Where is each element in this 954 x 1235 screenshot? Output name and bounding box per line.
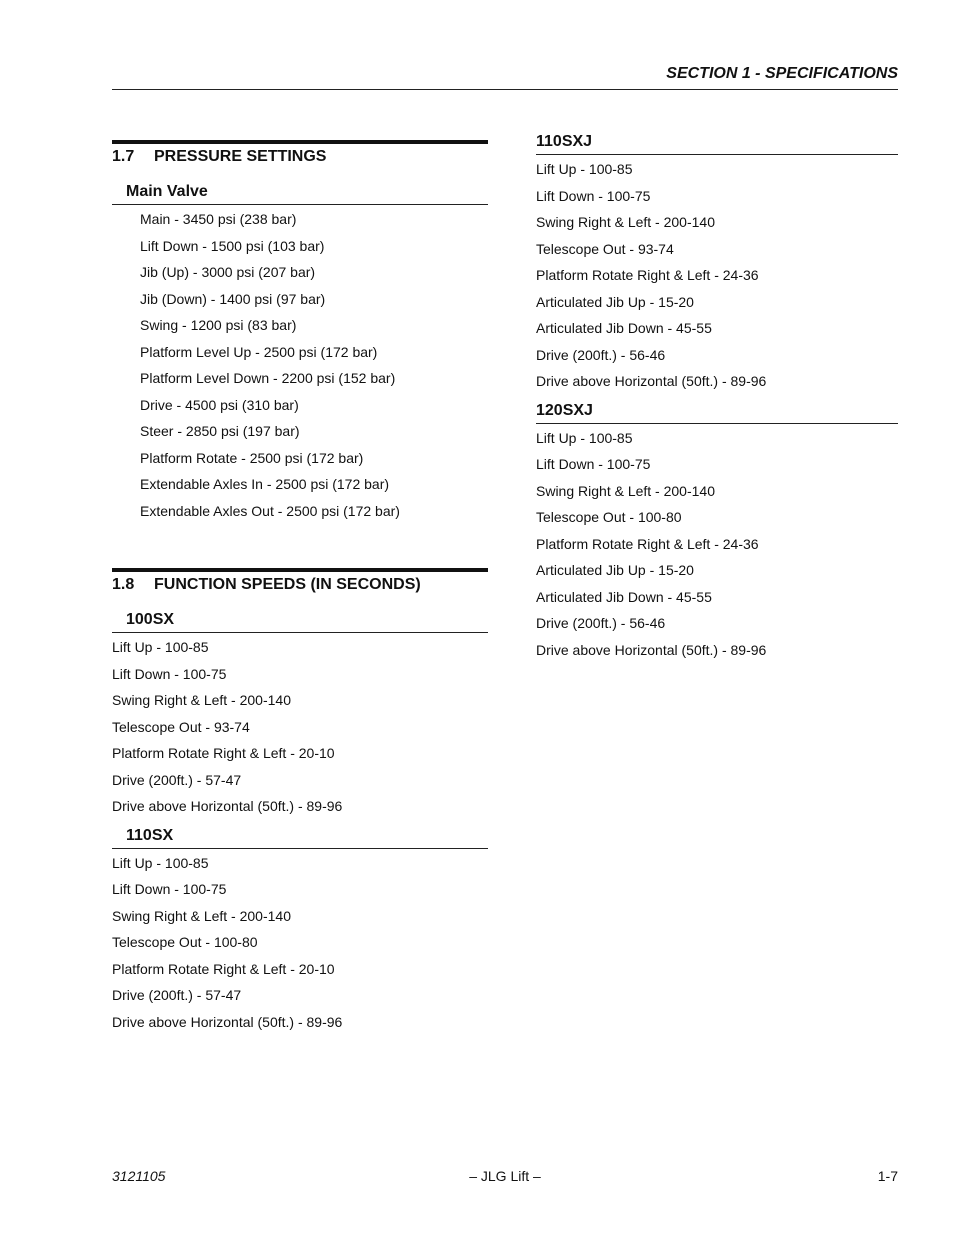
list-item: Extendable Axles Out - 2500 psi (172 bar) — [140, 502, 400, 519]
list-item: Lift Down - 100-75 — [536, 456, 651, 472]
list-item: Jib (Up) - 3000 psi (207 bar) — [140, 264, 316, 280]
subsection-title-110sxj — [536, 132, 898, 155]
list-item: Platform Rotate Right & Left - 20-10 — [112, 960, 335, 977]
list-item: Platform Level Up - 2500 psi (172 bar) — [140, 343, 378, 360]
list-item: Lift Up - 100-85 — [112, 639, 209, 655]
list-item: Platform Rotate Right & Left - 24-36 — [536, 267, 759, 283]
list-item: Lift Up - 100-85 — [536, 161, 633, 177]
section-title-pressure-settings — [112, 140, 488, 172]
list-item: Steer - 2850 psi (197 bar) — [140, 423, 300, 439]
list-item: Lift Down - 1500 psi (103 bar) — [140, 237, 325, 254]
page-footer — [112, 1168, 898, 1188]
section-number: 1.8 — [112, 576, 135, 593]
subsection-title-100sx — [112, 610, 488, 633]
list-item: Telescope Out - 93-74 — [536, 240, 674, 257]
subsection-title-120sxj — [536, 401, 898, 424]
list-item: Platform Rotate - 2500 psi (172 bar) — [140, 449, 364, 466]
main-valve-list — [112, 206, 488, 524]
subsection-title-text: 120SXJ — [536, 401, 593, 419]
list-item: Drive above Horizontal (50ft.) - 89-96 — [112, 1013, 343, 1030]
list-item: Drive (200ft.) - 57-47 — [112, 987, 242, 1003]
subsection-title-text: 110SX — [126, 826, 174, 844]
subsection-title-110sx — [112, 826, 488, 849]
section-header-title: SECTION 1 - SPECIFICATIONS — [666, 65, 898, 82]
list-item: Drive (200ft.) - 57-47 — [112, 771, 242, 788]
right-column — [536, 132, 898, 663]
list-item: Platform Level Down - 2200 psi (152 bar) — [140, 370, 396, 386]
list-item: Articulated Jib Up - 15-20 — [536, 562, 694, 578]
list-item: Drive (200ft.) - 56-46 — [536, 615, 666, 631]
list-item: Articulated Jib Up - 15-20 — [536, 293, 694, 310]
list-item: Lift Down - 100-75 — [536, 187, 651, 204]
subsection-title-text: Main Valve — [126, 183, 208, 200]
list-item: Lift Down - 100-75 — [112, 881, 227, 897]
list-item: Telescope Out - 100-80 — [112, 934, 258, 950]
subsection-title-main-valve — [112, 182, 488, 205]
section-title-function-speeds — [112, 568, 488, 600]
list-item: Extendable Axles In - 2500 psi (172 bar) — [140, 476, 390, 492]
list-item: Swing Right & Left - 200-140 — [536, 214, 715, 230]
list-item: Jib (Down) - 1400 psi (97 bar) — [140, 290, 326, 307]
subsection-title-text: 100SX — [126, 611, 175, 628]
spacer — [112, 524, 488, 568]
list-item: Articulated Jib Down - 45-55 — [536, 320, 712, 336]
list-item: Swing - 1200 psi (83 bar) — [140, 317, 297, 333]
list-item: Swing Right & Left - 200-140 — [536, 482, 715, 499]
page-number: 1-7 — [877, 1168, 898, 1184]
page-header — [112, 63, 898, 90]
list-item: Swing Right & Left - 200-140 — [112, 907, 291, 924]
list-item: Drive above Horizontal (50ft.) - 89-96 — [536, 373, 767, 389]
list-item: Articulated Jib Down - 45-55 — [536, 588, 712, 605]
list-item: Lift Up - 100-85 — [536, 429, 633, 446]
list-item: Drive above Horizontal (50ft.) - 89-96 — [112, 798, 343, 814]
section-number: 1.7 — [112, 148, 135, 165]
list-item: Platform Rotate Right & Left - 24-36 — [536, 535, 759, 552]
list-100sx — [112, 634, 488, 820]
list-item: Drive - 4500 psi (310 bar) — [140, 396, 299, 413]
list-item: Lift Up - 100-85 — [112, 854, 209, 871]
left-column — [112, 140, 488, 1035]
list-item: Drive (200ft.) - 56-46 — [536, 346, 666, 363]
footer-brand: – JLG Lift – — [469, 1168, 541, 1184]
document-number: 3121105 — [112, 1168, 166, 1184]
list-item: Telescope Out - 93-74 — [112, 718, 250, 735]
list-item: Platform Rotate Right & Left - 20-10 — [112, 745, 335, 761]
list-item: Main - 3450 psi (238 bar) — [140, 211, 297, 227]
list-item: Telescope Out - 100-80 — [536, 509, 682, 525]
list-item: Lift Down - 100-75 — [112, 665, 227, 682]
section-title-text: FUNCTION SPEEDS (IN SECONDS) — [154, 576, 421, 593]
list-item: Drive above Horizontal (50ft.) - 89-96 — [536, 641, 767, 658]
list-110sxj — [536, 156, 898, 395]
list-item: Swing Right & Left - 200-140 — [112, 692, 291, 708]
list-110sx — [112, 850, 488, 1036]
list-120sxj — [536, 425, 898, 664]
subsection-title-text: 110SXJ — [536, 133, 593, 150]
section-title-text: PRESSURE SETTINGS — [154, 148, 327, 165]
